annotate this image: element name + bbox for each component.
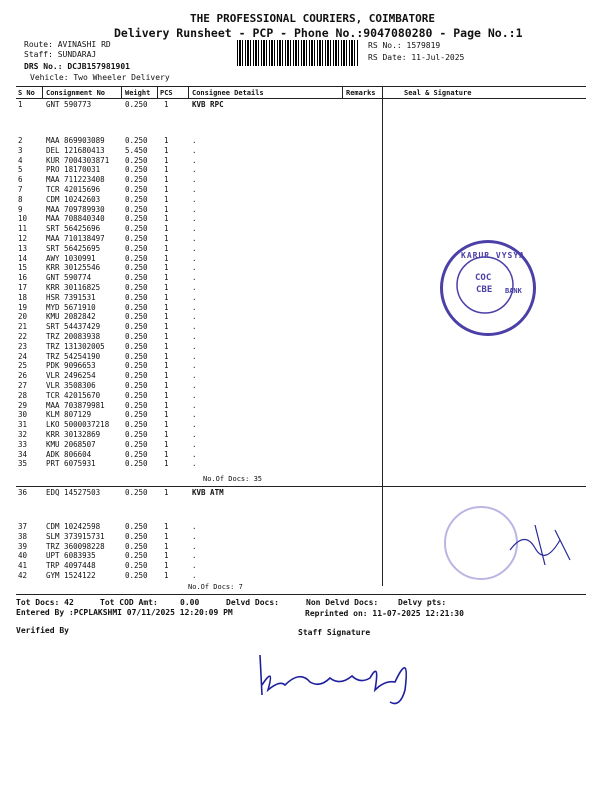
non-delvd-docs: Non Delvd Docs: [306,598,379,607]
group1-row-sno: 25 [18,361,28,371]
group2-row-cno: GYM 1524122 [46,571,96,580]
group1-row-cno: SRT 54437429 [46,322,101,332]
g2-first-cno: EDQ 14527503 [46,488,101,497]
group1-row-pcs: 1 [164,253,169,263]
group2-row-dot: . [192,541,197,551]
group1-row-sno: 2 [18,136,23,145]
group1-row-dot: . [192,381,197,390]
group1-row-dot: . [192,390,197,400]
group2-row-sno: 37 [18,522,28,531]
col-weight: Weight [125,89,151,97]
group1-row-pcs: 1 [164,292,169,302]
group1-row-wt: 0.250 [125,420,148,430]
group1-row-pcs: 1 [164,420,169,430]
col-consignee: Consignee Details [192,89,264,97]
group1-row-dot: . [192,263,197,273]
group1-row-wt: 0.250 [125,136,148,145]
group1-row-pcs: 1 [164,283,169,292]
group1-row-dot: . [192,449,197,459]
group1-row-dot: . [192,224,197,234]
group1-row-pcs: 1 [164,322,169,332]
tot-cod-value: 0.00 [180,598,200,607]
group1-row-wt: 0.250 [125,439,148,449]
group2-row-dot: . [192,561,197,571]
group2-row-cno: CDM 10242598 [46,522,101,531]
group1-row-pcs: 1 [164,400,169,410]
group1-row-pcs: 1 [164,332,169,341]
group1-row-wt: 0.250 [125,224,148,234]
group1-row-cno: MAA 710138497 [46,234,105,243]
group1-row-dot: . [192,292,197,302]
group2-row-sno: 41 [18,561,28,571]
group1-row-dot: . [192,371,197,381]
group1-row-pcs: 1 [164,175,169,185]
g2-consignee: KVB ATM [192,488,224,497]
group1-row-cno: TRZ 131302005 [46,341,105,351]
group1-row-cno: LKO 5000037218 [46,420,110,430]
group1-row-wt: 0.250 [125,361,148,371]
group1-row-sno: 14 [18,253,28,263]
group2-row-wt: 0.250 [125,551,148,561]
group1-row-dot: . [192,312,197,322]
group1-row-sno: 23 [18,341,28,351]
group1-row-cno: TRZ 54254190 [46,351,101,361]
group1-row-dot: . [192,175,197,185]
group1-row-pcs: 1 [164,459,169,469]
g1-first-pcs: 1 [164,100,169,109]
group1-row-dot: . [192,136,197,145]
group1-row-dot: . [192,420,197,430]
g2-no-of-docs: No.Of Docs: 7 [188,583,243,591]
group2-row-cno: UPT 6083935 [46,551,96,561]
group1-row-cno: MAA 708840340 [46,214,105,224]
group1-row-pcs: 1 [164,214,169,224]
group1-row-cno: PRO 18170031 [46,165,101,175]
group2-row-dot: . [192,571,197,580]
group1-row-dot: . [192,341,197,351]
group1-row-cno: KUR 7004303871 [46,155,110,165]
delvy-pts: Delvy pts: [398,598,447,607]
group1-row-cno: KRR 30132869 [46,430,101,439]
group1-row-sno: 12 [18,234,28,243]
group1-row-sno: 33 [18,439,28,449]
group2-row-pcs: 1 [164,541,169,551]
group1-row-cno: MAA 869903089 [46,136,105,145]
handwritten-signature-small [505,520,575,570]
tot-docs: Tot Docs: 42 [16,598,74,607]
group1-row-cno: MAA 709789930 [46,204,105,214]
group2-row-sno: 39 [18,541,28,551]
group1-row-dot: . [192,273,197,283]
group1-row-wt: 0.250 [125,371,148,381]
group1-row-sno: 35 [18,459,28,469]
group2-row-sno: 40 [18,551,28,561]
group1-row-dot: . [192,302,197,312]
group1-row-cno: AWY 1030991 [46,253,96,263]
group1-row-pcs: 1 [164,185,169,194]
barcode-image [237,40,359,66]
group1-row-pcs: 1 [164,430,169,439]
group1-row-cno: TCR 42015670 [46,390,101,400]
handwritten-staff-signature [240,640,440,710]
group1-row-dot: . [192,400,197,410]
group2-row-cno: TRZ 360098228 [46,541,105,551]
group2-row-dot: . [192,531,197,541]
route-label: Route: AVINASHI RD [24,40,111,49]
group1-row-sno: 9 [18,204,23,214]
group1-row-sno: 34 [18,449,28,459]
col-pcs: PCS [160,89,173,97]
group1-row-sno: 24 [18,351,28,361]
group1-row-cno: SRT 56425695 [46,243,101,253]
group1-row-wt: 0.250 [125,253,148,263]
group1-row-wt: 0.250 [125,312,148,322]
group1-row-sno: 6 [18,175,23,185]
group1-row-sno: 17 [18,283,28,292]
group1-row-cno: VLR 3508306 [46,381,96,390]
group1-row-cno: SRT 56425696 [46,224,101,234]
group1-row-wt: 0.250 [125,263,148,273]
group1-row-pcs: 1 [164,449,169,459]
group2-row-pcs: 1 [164,571,169,580]
stamp-top-text: KARUR VYSYA [461,251,525,260]
g1-consignee: KVB RPC [192,100,224,109]
group1-row-dot: . [192,361,197,371]
group2-row-pcs: 1 [164,531,169,541]
group1-row-dot: . [192,234,197,243]
group1-row-cno: MAA 711223408 [46,175,105,185]
group1-row-dot: . [192,283,197,292]
group1-row-sno: 20 [18,312,28,322]
group1-row-wt: 0.250 [125,155,148,165]
group1-row-cno: TCR 42015696 [46,185,101,194]
group1-row-cno: PRT 6075931 [46,459,96,469]
group1-row-wt: 0.250 [125,234,148,243]
group2-row-wt: 0.250 [125,561,148,571]
group1-row-pcs: 1 [164,194,169,204]
drs-label: DRS No.: DCJB157981901 [24,62,130,71]
g2-first-wt: 0.250 [125,488,148,497]
group1-row-wt: 0.250 [125,410,148,420]
group1-row-wt: 0.250 [125,400,148,410]
group1-row-pcs: 1 [164,263,169,273]
group1-row-pcs: 1 [164,341,169,351]
group1-row-pcs: 1 [164,234,169,243]
group1-row-sno: 10 [18,214,28,224]
group1-row-cno: GNT 590774 [46,273,92,283]
rs-date: RS Date: 11-Jul-2025 [368,53,465,62]
staff-label: Staff: SUNDARAJ [24,50,97,59]
group1-row-cno: HSR 7391531 [46,292,96,302]
group1-row-dot: . [192,194,197,204]
stamp-center-text-2: CBE [476,285,493,295]
group1-row-wt: 0.250 [125,390,148,400]
group1-row-sno: 5 [18,165,23,175]
group1-row-dot: . [192,145,197,155]
group1-row-wt: 0.250 [125,322,148,332]
company-title: THE PROFESSIONAL COURIERS, COIMBATORE [190,12,436,25]
rs-number: RS No.: 1579819 [368,41,441,50]
group1-row-sno: 8 [18,194,23,204]
group2-row-sno: 42 [18,571,28,580]
group1-row-wt: 0.250 [125,381,148,390]
group1-row-dot: . [192,253,197,263]
g1-first-cno: GNT 590773 [46,100,92,109]
group1-row-sno: 28 [18,390,28,400]
group1-row-wt: 0.250 [125,283,148,292]
group1-row-pcs: 1 [164,302,169,312]
group1-row-cno: TRZ 20083938 [46,332,101,341]
group2-row-cno: SLM 373915731 [46,531,105,541]
group1-row-pcs: 1 [164,381,169,390]
group1-row-sno: 16 [18,273,28,283]
group1-row-cno: PDK 9096653 [46,361,96,371]
group1-row-cno: MAA 703879981 [46,400,105,410]
stamp-center-text: COC [475,273,492,283]
group1-row-sno: 4 [18,155,23,165]
group1-row-wt: 0.250 [125,185,148,194]
group1-row-dot: . [192,351,197,361]
group1-row-cno: MYD 5671910 [46,302,96,312]
group2-row-pcs: 1 [164,561,169,571]
group1-row-sno: 11 [18,224,28,234]
g1-first-wt: 0.250 [125,100,148,109]
group1-row-sno: 29 [18,400,28,410]
group1-row-sno: 18 [18,292,28,302]
group1-row-wt: 0.250 [125,273,148,283]
group1-row-sno: 26 [18,371,28,381]
bank-stamp [440,240,536,336]
group1-row-pcs: 1 [164,243,169,253]
tot-cod-label: Tot COD Amt: [100,598,158,607]
group1-row-dot: . [192,185,197,194]
group1-row-pcs: 1 [164,312,169,322]
group1-row-cno: KRR 30116825 [46,283,101,292]
group1-row-dot: . [192,214,197,224]
group1-row-wt: 0.250 [125,175,148,185]
group1-row-wt: 0.250 [125,449,148,459]
col-sno: S No [18,89,35,97]
group2-row-wt: 0.250 [125,571,148,580]
group1-row-sno: 27 [18,381,28,390]
group1-row-wt: 0.250 [125,430,148,439]
group1-row-sno: 22 [18,332,28,341]
group1-row-pcs: 1 [164,224,169,234]
group1-row-wt: 0.250 [125,165,148,175]
vehicle-label: Vehicle: Two Wheeler Delivery [30,73,170,82]
group1-row-wt: 0.250 [125,302,148,312]
group1-row-wt: 0.250 [125,351,148,361]
group1-row-cno: KMU 2082842 [46,312,96,322]
group1-row-dot: . [192,439,197,449]
group1-row-pcs: 1 [164,439,169,449]
group2-row-dot: . [192,522,197,531]
group1-row-pcs: 1 [164,155,169,165]
group1-row-wt: 5.450 [125,145,148,155]
col-seal: Seal & Signature [404,89,472,97]
group2-row-pcs: 1 [164,551,169,561]
group1-row-dot: . [192,165,197,175]
group1-row-sno: 21 [18,322,28,332]
group1-row-pcs: 1 [164,410,169,420]
group1-row-wt: 0.250 [125,292,148,302]
group1-row-pcs: 1 [164,273,169,283]
group1-row-cno: KLM 807129 [46,410,92,420]
group1-row-sno: 15 [18,263,28,273]
group1-row-wt: 0.250 [125,332,148,341]
group1-row-dot: . [192,322,197,332]
group1-row-sno: 30 [18,410,28,420]
group1-row-cno: KRR 30125546 [46,263,101,273]
delvd-docs: Delvd Docs: [226,598,279,607]
g2-first-pcs: 1 [164,488,169,497]
group1-row-sno: 19 [18,302,28,312]
group1-row-pcs: 1 [164,361,169,371]
group1-row-pcs: 1 [164,351,169,361]
group1-row-wt: 0.250 [125,214,148,224]
group1-row-dot: . [192,332,197,341]
group1-row-wt: 0.250 [125,459,148,469]
group1-row-dot: . [192,204,197,214]
group1-row-pcs: 1 [164,145,169,155]
group1-row-pcs: 1 [164,390,169,400]
group1-row-pcs: 1 [164,136,169,145]
group1-row-wt: 0.250 [125,194,148,204]
group2-row-wt: 0.250 [125,531,148,541]
group1-row-dot: . [192,459,197,469]
staff-signature-label: Staff Signature [298,628,371,637]
group1-row-sno: 32 [18,430,28,439]
group1-row-sno: 13 [18,243,28,253]
group1-row-dot: . [192,155,197,165]
group1-row-wt: 0.250 [125,243,148,253]
verified-by: Verified By [16,626,69,635]
reprinted-on: Reprinted on: 11-07-2025 12:21:30 [305,609,464,618]
group1-row-wt: 0.250 [125,341,148,351]
group2-row-wt: 0.250 [125,541,148,551]
group1-row-pcs: 1 [164,165,169,175]
g2-first-sno: 36 [18,488,28,497]
group1-row-dot: . [192,410,197,420]
group1-row-cno: DEL 121680413 [46,145,105,155]
group2-row-pcs: 1 [164,522,169,531]
group1-row-cno: ADK 806604 [46,449,92,459]
col-remarks: Remarks [346,89,376,97]
stamp-side-text: BANK [505,287,522,295]
group1-row-pcs: 1 [164,371,169,381]
group1-row-sno: 7 [18,185,23,194]
group1-row-pcs: 1 [164,204,169,214]
group1-row-dot: . [192,243,197,253]
g1-first-sno: 1 [18,100,23,109]
group2-row-dot: . [192,551,197,561]
col-consignment: Consignment No [46,89,106,97]
group1-row-dot: . [192,430,197,439]
group1-row-wt: 0.250 [125,204,148,214]
runsheet-subtitle: Delivery Runsheet - PCP - Phone No.:9047080280 - Page No.:1 [114,26,523,40]
group2-row-wt: 0.250 [125,522,148,531]
group1-row-cno: VLR 2496254 [46,371,96,381]
group1-row-cno: KMU 2068507 [46,439,96,449]
group2-row-cno: TRP 4097448 [46,561,96,571]
group1-row-sno: 31 [18,420,28,430]
group2-row-sno: 38 [18,531,28,541]
group1-row-cno: CDM 10242603 [46,194,101,204]
group1-row-sno: 3 [18,145,23,155]
g1-no-of-docs: No.Of Docs: 35 [203,475,263,483]
entered-by: Entered By :PCPLAKSHMI 07/11/2025 12:20:09 PM [16,608,233,617]
